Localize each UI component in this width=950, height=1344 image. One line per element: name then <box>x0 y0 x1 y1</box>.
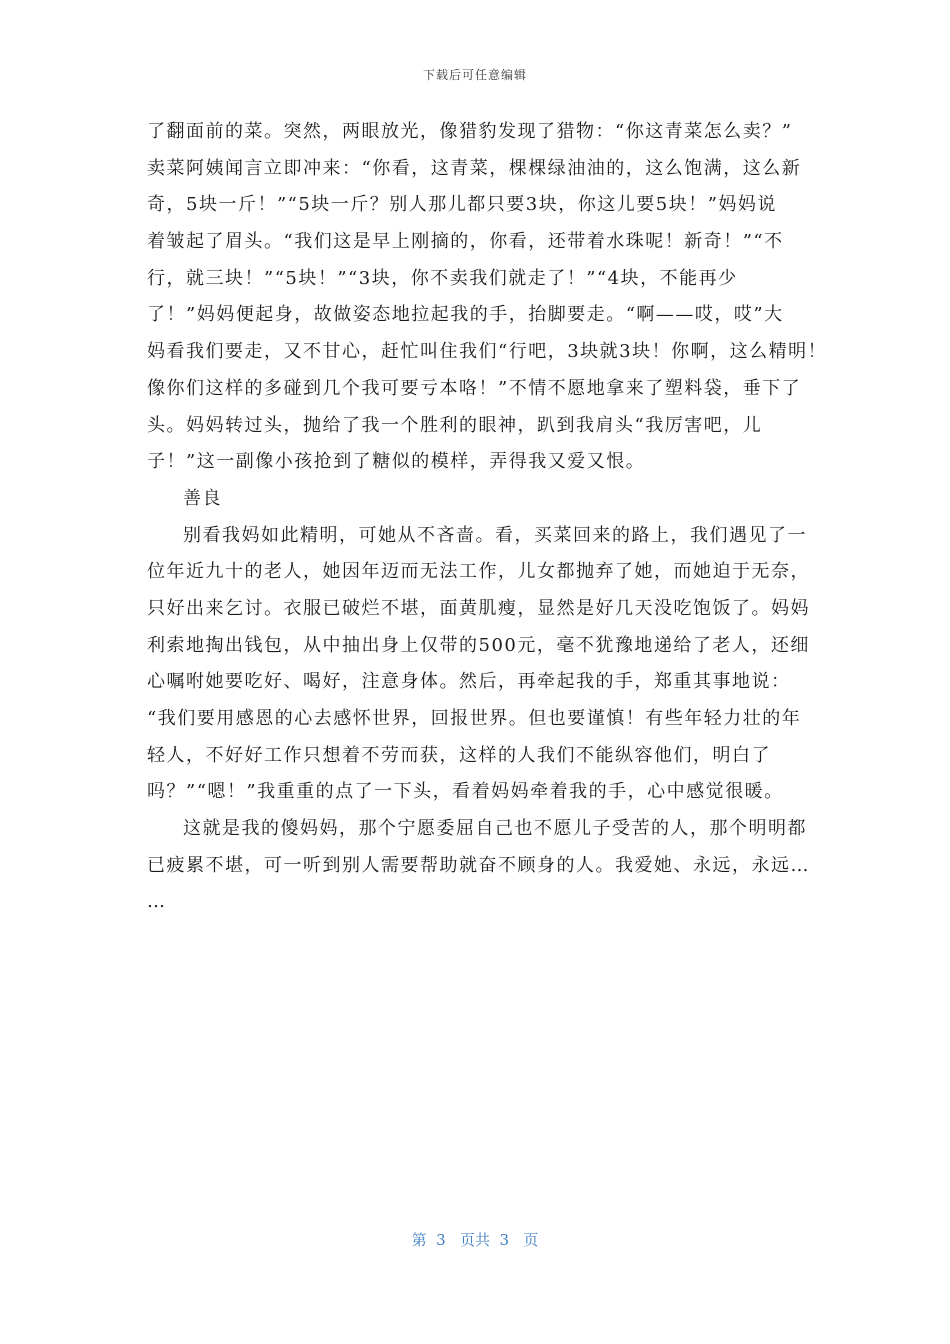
body-line: 轻人，不好好工作只想着不劳而获，这样的人我们不能纵容他们，明白了 <box>147 744 771 766</box>
body-line: 了翻面前的菜。突然，两眼放光，像猎豹发现了猎物：“你这青菜怎么卖？” <box>147 121 793 142</box>
body-line: 已疲累不堪，可一听到别人需要帮助就奋不顾身的人。我爱她、永远，永远… <box>147 854 810 876</box>
section-heading: 善良 <box>183 487 222 509</box>
document-body <box>147 114 828 921</box>
body-line: 奇，5块一斤！”“5块一斤？别人那儿都只要3块，你这儿要5块！”妈妈说 <box>147 194 777 216</box>
body-line: 行，就三块！”“5块！”“3块，你不卖我们就走了！”“4块，不能再少 <box>147 267 738 289</box>
page-header: 下载后可任意编辑 <box>422 68 527 82</box>
body-line: 头。妈妈转过头，抛给了我一个胜利的眼神，趴到我肩头“我厉害吧，儿 <box>147 414 763 436</box>
body-line: 像你们这样的多碰到几个我可要亏本咯！”不情不愿地拿来了塑料袋，垂下了 <box>147 377 802 399</box>
body-line: 卖菜阿姨闻言立即冲来：“你看，这青菜，棵棵绿油油的，这么饱满，这么新 <box>147 157 802 179</box>
body-line: 吗？”“嗯！”我重重的点了一下头，看着妈妈牵着我的手，心中感觉很暖。 <box>147 781 784 803</box>
body-line: 着皱起了眉头。“我们这是早上刚摘的，你看，还带着水珠呢！新奇！”“不 <box>147 231 784 253</box>
body-line: 利索地掏出钱包，从中抽出身上仅带的500元，毫不犹豫地递给了老人，还细 <box>147 634 810 656</box>
body-line: 别看我妈如此精明，可她从不吝啬。看，买菜回来的路上，我们遇见了一 <box>183 524 807 546</box>
page-footer: 第 3 页共 3 页 <box>411 1231 539 1249</box>
body-line: 妈看我们要走，又不甘心，赶忙叫住我们“行吧，3块就3块！你啊，这么精明！ <box>147 341 828 363</box>
body-line: 位年近九十的老人，她因年迈而无法工作，儿女都抛弃了她，而她迫于无奈， <box>147 561 810 583</box>
body-line: 心嘱咐她要吃好、喝好，注意身体。然后，再牵起我的手，郑重其事地说： <box>147 671 791 693</box>
body-line: 了！”妈妈便起身，故做姿态地拉起我的手，抬脚要走。“啊——哎，哎”大 <box>147 304 784 326</box>
body-line: 子！”这一副像小孩抢到了糖似的模样，弄得我又爱又恨。 <box>147 451 646 473</box>
body-line: … <box>147 891 167 913</box>
body-line: “我们要用感恩的心去感怀世界，回报世界。但也要谨慎！有些年轻力壮的年 <box>147 708 802 729</box>
body-line: 这就是我的傻妈妈，那个宁愿委屈自己也不愿儿子受苦的人，那个明明都 <box>183 818 807 840</box>
body-line: 只好出来乞讨。衣服已破烂不堪，面黄肌瘦，显然是好几天没吃饱饭了。妈妈 <box>147 597 810 619</box>
